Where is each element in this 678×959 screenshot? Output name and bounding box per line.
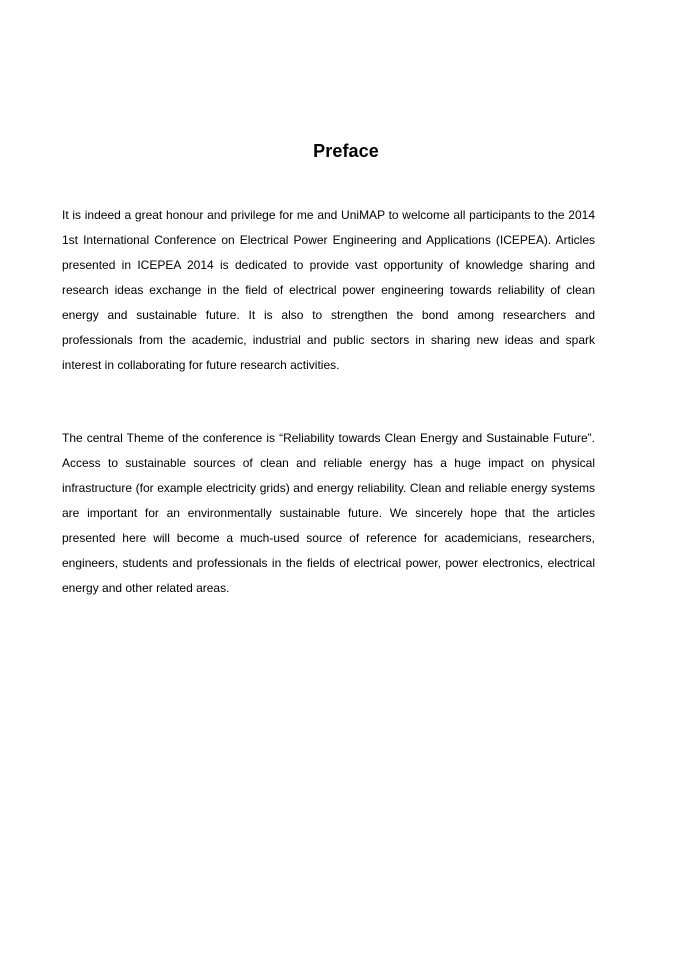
preface-paragraph-1: It is indeed a great honour and privilege for me and UniMAP to welcome all participants to the 2014 1st International Conference on Electrical Power Engineering and Applications (ICEPEA). Articles presented in ICEPEA 2014 is dedicated to provide vast opportunity of knowledge sharing and research ideas exchange in the field of electrical power engineering towards reliability of clean energy and sustainable future. It is also to strengthen the bond among researchers and professionals from the academic, industrial and public sectors in sharing new ideas and spark interest in collaborating for future research activities. bbox=[62, 208, 595, 372]
page-title-text: Preface bbox=[313, 141, 379, 161]
preface-paragraph-2: The central Theme of the conference is “Reliability towards Clean Energy and Sustainable Future”. Access to sustainable sources of clean and reliable energy has a huge impact on physical infrastructure (for example electricity grids) and energy reliability. Clean and reliable energy systems are important for an environmentally sustainable future. We sincerely hope that the articles presented here will become a much-used source of reference for academicians, researchers, engineers, students and professionals in the fields of electrical power, power electronics, electrical energy and other related areas. bbox=[62, 431, 595, 595]
page-title bbox=[0, 141, 678, 162]
